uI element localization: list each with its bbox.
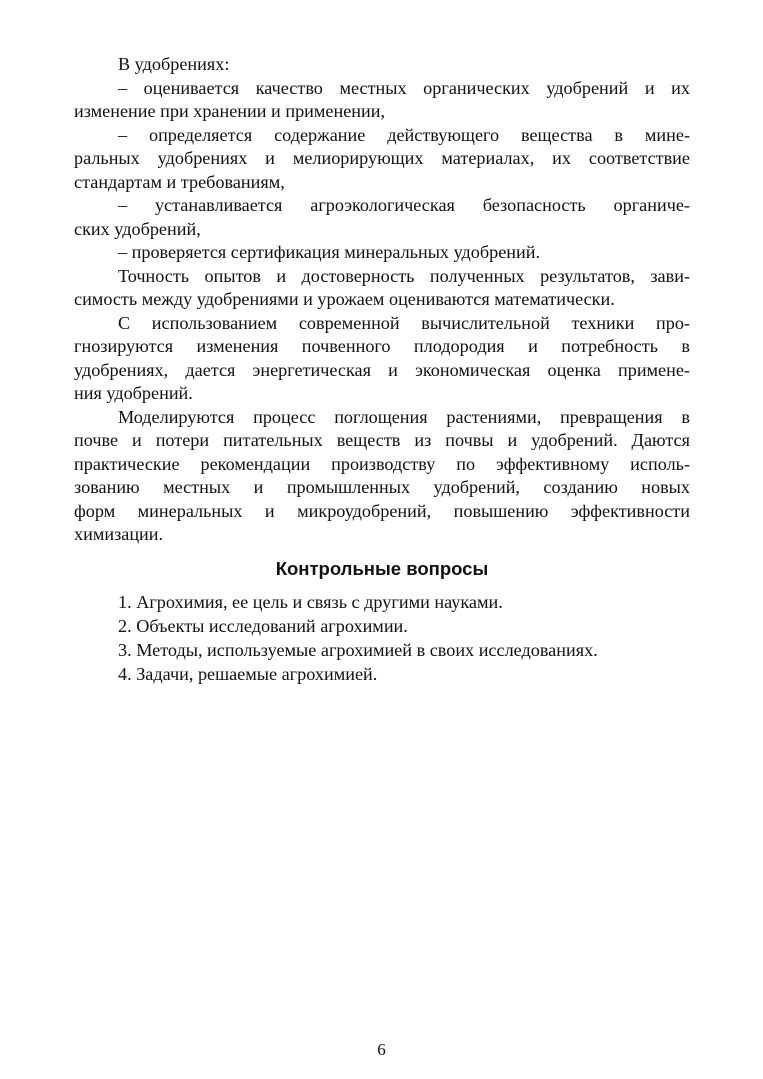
- paragraph-line: стандартам и требованиям,: [74, 171, 285, 192]
- paragraph-line: почве и потери питательных веществ из почвы и удобрений. Даются: [74, 430, 690, 450]
- paragraph-line: практические рекомендации производству по эффективному исполь-: [74, 453, 690, 474]
- question-item: 4. Задачи, решаемые агрохимией.: [118, 664, 378, 684]
- paragraph-line: форм минеральных и микроудобрений, повышению эффективности: [74, 500, 690, 521]
- paragraph-line: В удобрениях:: [118, 54, 230, 74]
- paragraph-line: – устанавливается агроэкологическая безопасность органиче-: [118, 195, 690, 215]
- paragraph-line: Точность опытов и достоверность полученных результатов, зави-: [118, 265, 690, 286]
- paragraph-line: ских удобрений,: [74, 218, 201, 239]
- page-number: 6: [377, 1040, 386, 1059]
- paragraph-line: ральных удобрениях и мелиорирующих материалах, их соответствие: [74, 148, 690, 168]
- question-item: 3. Методы, используемые агрохимией в своих исследованиях.: [118, 640, 598, 660]
- question-list: [118, 590, 690, 686]
- paragraph-line: – определяется содержание действующего вещества в мине-: [118, 124, 690, 145]
- question-item: 1. Агрохимия, ее цель и связь с другими науками.: [118, 592, 503, 612]
- body-text: [74, 53, 690, 547]
- paragraph-line: удобрениях, дается энергетическая и экономическая оценка примене-: [74, 359, 690, 380]
- paragraph-line: изменение при хранении и применении,: [74, 101, 386, 121]
- paragraph-line: симость между удобрениями и урожаем оцениваются математически.: [74, 289, 615, 309]
- paragraph-line: ния удобрений.: [74, 383, 193, 403]
- section-heading: Контрольные вопросы: [275, 558, 489, 579]
- paragraph-line: химизации.: [74, 524, 164, 544]
- paragraph-line: зованию местных и промышленных удобрений, созданию новых: [74, 477, 690, 497]
- paragraph-line: – проверяется сертификация минеральных удобрений.: [118, 242, 541, 262]
- paragraph-line: Моделируются процесс поглощения растениями, превращения в: [118, 406, 690, 427]
- paragraph-line: С использованием современной вычислительной техники про-: [118, 312, 690, 333]
- paragraph-line: гнозируются изменения почвенного плодородия и потребность в: [74, 336, 690, 356]
- paragraph-line: – оценивается качество местных органических удобрений и их: [118, 77, 690, 98]
- question-item: 2. Объекты исследований агрохимии.: [118, 616, 408, 636]
